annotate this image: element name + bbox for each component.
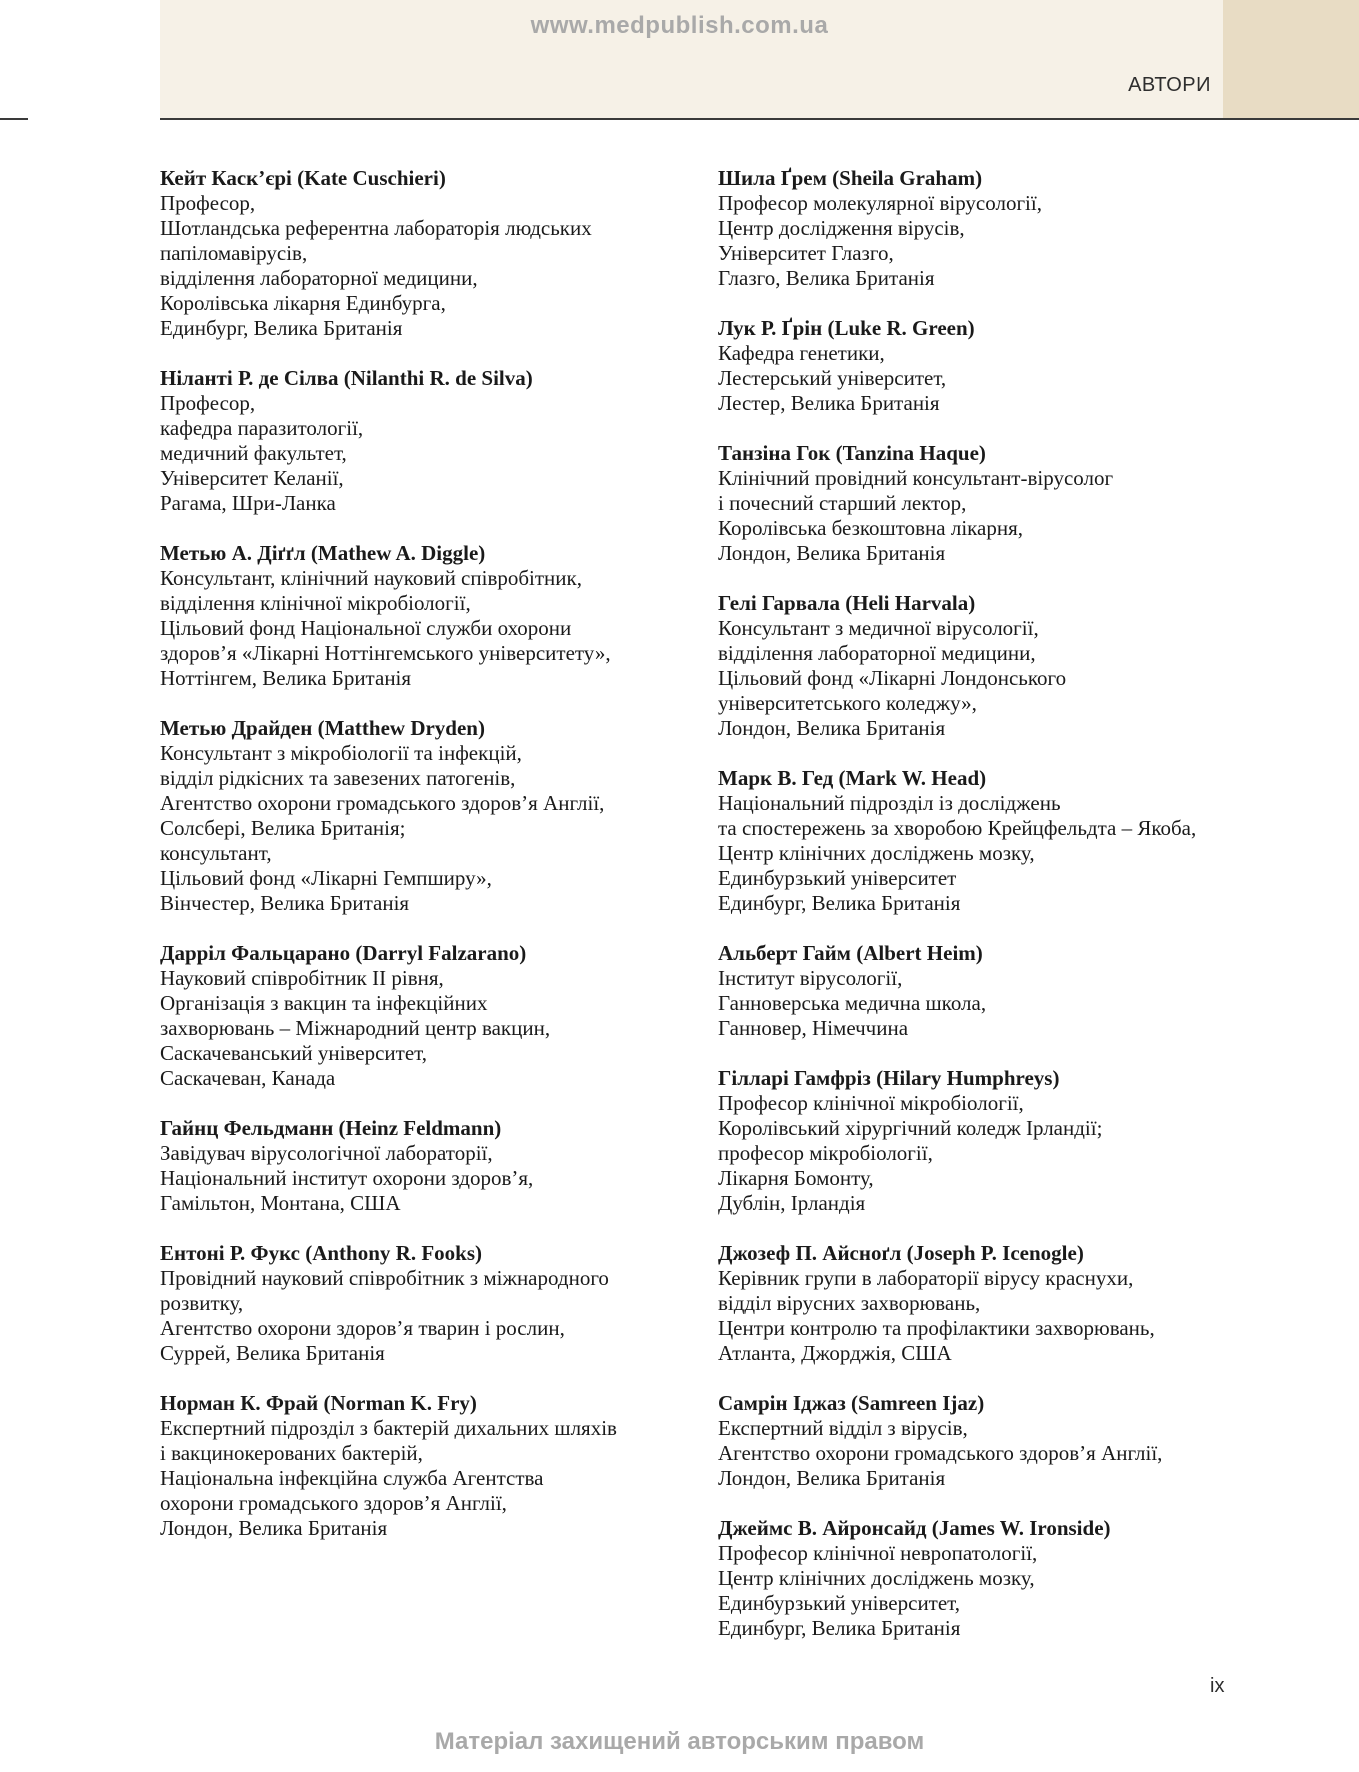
author-affiliation-line: відділення клінічної мікробіології, bbox=[160, 591, 471, 615]
author-affiliation-line: здоров’я «Лікарні Ноттінгемського університету», bbox=[160, 641, 611, 665]
author-affiliation-line: медичний факультет, bbox=[160, 441, 347, 465]
author-affiliation-line: Науковий співробітник ІІ рівня, bbox=[160, 966, 444, 990]
author-affiliation-line: Консультант з мікробіології та інфекцій, bbox=[160, 741, 522, 765]
author-affiliation-line: Рагама, Шри-Ланка bbox=[160, 491, 336, 515]
author-name: Кейт Каск’єрі (Kate Cuschieri) bbox=[160, 166, 446, 190]
author-affiliation-line: кафедра паразитології, bbox=[160, 416, 364, 440]
author-entry bbox=[160, 366, 700, 516]
author-entry bbox=[718, 1391, 1238, 1491]
author-affiliation-line: Агентство охорони громадського здоров’я Англії, bbox=[718, 1441, 1163, 1465]
author-affiliation-line: Единбург, Велика Британія bbox=[718, 891, 961, 915]
author-name: Гайнц Фельдманн (Heinz Feldmann) bbox=[160, 1116, 502, 1140]
author-entry bbox=[160, 716, 700, 916]
author-affiliation-line: Суррей, Велика Британія bbox=[160, 1341, 385, 1365]
author-entry bbox=[718, 316, 1238, 416]
author-affiliation-line: Інститут вірусології, bbox=[718, 966, 903, 990]
author-affiliation-line: Агентство охорони здоров’я тварин і рослин, bbox=[160, 1316, 565, 1340]
author-affiliation-line: Університет Келанії, bbox=[160, 466, 344, 490]
author-affiliation-line: Центр дослідження вірусів, bbox=[718, 216, 965, 240]
author-affiliation-line: Единбурзький університет bbox=[718, 866, 957, 890]
author-affiliation-line: Національний підрозділ із досліджень bbox=[718, 791, 1061, 815]
author-affiliation-line: Шотландська референтна лабораторія людських bbox=[160, 216, 592, 240]
author-name: Гелі Гарвала (Heli Harvala) bbox=[718, 591, 976, 615]
author-affiliation-line: Керівник групи в лабораторії вірусу краснухи, bbox=[718, 1266, 1134, 1290]
author-name: Танзіна Гок (Tanzina Haque) bbox=[718, 441, 986, 465]
author-affiliation-line: Лондон, Велика Британія bbox=[718, 541, 946, 565]
author-affiliation-line: Королівська безкоштовна лікарня, bbox=[718, 516, 1024, 540]
author-affiliation-line: Організація з вакцин та інфекційних bbox=[160, 991, 488, 1015]
page-number: ix bbox=[1210, 1675, 1225, 1697]
author-affiliation-line: Кафедра генетики, bbox=[718, 341, 885, 365]
author-affiliation-line: відділ вірусних захворювань, bbox=[718, 1291, 981, 1315]
author-name: Лук Р. Ґрін (Luke R. Green) bbox=[718, 316, 975, 340]
author-affiliation-line: Глазго, Велика Британія bbox=[718, 266, 935, 290]
author-affiliation-line: консультант, bbox=[160, 841, 272, 865]
author-name: Метью Драйден (Matthew Dryden) bbox=[160, 716, 485, 740]
author-entry bbox=[718, 941, 1238, 1041]
author-affiliation-line: відділення лабораторної медицини, bbox=[718, 641, 1036, 665]
author-affiliation-line: Солсбері, Велика Британія; bbox=[160, 816, 406, 840]
left-margin-rule bbox=[0, 118, 28, 120]
author-name: Норман К. Фрай (Norman K. Fry) bbox=[160, 1391, 477, 1415]
author-affiliation-line: Національна інфекційна служба Агентства bbox=[160, 1466, 544, 1490]
author-affiliation-line: Лондон, Велика Британія bbox=[718, 1466, 946, 1490]
author-affiliation-line: університетського коледжу», bbox=[718, 691, 977, 715]
author-affiliation-line: Університет Глазго, bbox=[718, 241, 894, 265]
authors-column-right bbox=[718, 166, 1238, 1666]
author-affiliation-line: Цільовий фонд «Лікарні Лондонського bbox=[718, 666, 1067, 690]
author-name: Ніланті Р. де Сілва (Nilanthi R. de Silva) bbox=[160, 366, 533, 390]
author-affiliation-line: Експертний відділ з вірусів, bbox=[718, 1416, 968, 1440]
authors-column-left bbox=[160, 166, 700, 1566]
author-entry bbox=[718, 441, 1238, 566]
author-name: Гілларі Гамфріз (Hilary Humphreys) bbox=[718, 1066, 1060, 1090]
author-entry bbox=[718, 1066, 1238, 1216]
author-affiliation-line: Цільовий фонд Національної служби охорони bbox=[160, 616, 572, 640]
author-affiliation-line: Лестер, Велика Британія bbox=[718, 391, 940, 415]
author-affiliation-line: відділення лабораторної медицини, bbox=[160, 266, 478, 290]
author-entry bbox=[160, 541, 700, 691]
author-entry bbox=[718, 591, 1238, 741]
author-affiliation-line: Королівський хірургічний коледж Ірландії; bbox=[718, 1116, 1103, 1140]
author-affiliation-line: Саскачеван, Канада bbox=[160, 1066, 336, 1090]
watermark-url: www.medpublish.com.ua bbox=[530, 12, 829, 39]
author-affiliation-line: Ганноверська медична школа, bbox=[718, 991, 987, 1015]
author-entry bbox=[160, 1116, 700, 1216]
author-affiliation-line: Національний інститут охорони здоров’я, bbox=[160, 1166, 534, 1190]
author-entry bbox=[160, 1391, 700, 1541]
author-affiliation-line: і почесний старший лектор, bbox=[718, 491, 967, 515]
author-affiliation-line: Консультант, клінічний науковий співробітник, bbox=[160, 566, 582, 590]
author-entry bbox=[718, 766, 1238, 916]
author-affiliation-line: професор мікробіології, bbox=[718, 1141, 933, 1165]
author-affiliation-line: Професор молекулярної вірусології, bbox=[718, 191, 1042, 215]
author-affiliation-line: Експертний підрозділ з бактерій дихальних шляхів bbox=[160, 1416, 617, 1440]
author-affiliation-line: Королівська лікарня Единбурга, bbox=[160, 291, 446, 315]
copyright-watermark: Матеріал захищений авторським правом bbox=[434, 1728, 925, 1755]
author-affiliation-line: Клінічний провідний консультант-вірусолог bbox=[718, 466, 1114, 490]
author-affiliation-line: розвитку, bbox=[160, 1291, 244, 1315]
author-affiliation-line: Центр клінічних досліджень мозку, bbox=[718, 841, 1035, 865]
author-entry bbox=[718, 166, 1238, 291]
header-rule bbox=[160, 118, 1359, 120]
author-affiliation-line: Единбурзький університет, bbox=[718, 1591, 961, 1615]
author-affiliation-line: папіломавірусів, bbox=[160, 241, 308, 265]
author-affiliation-line: Саскачеванський університет, bbox=[160, 1041, 428, 1065]
author-affiliation-line: Провідний науковий співробітник з міжнародного bbox=[160, 1266, 609, 1290]
author-entry bbox=[718, 1516, 1238, 1641]
author-entry bbox=[160, 166, 700, 341]
author-entry bbox=[160, 941, 700, 1091]
section-label: АВТОРИ bbox=[1128, 74, 1211, 96]
author-affiliation-line: і вакцинокерованих бактерій, bbox=[160, 1441, 423, 1465]
author-affiliation-line: захворювань – Міжнародний центр вакцин, bbox=[160, 1016, 551, 1040]
author-affiliation-line: Лондон, Велика Британія bbox=[160, 1516, 388, 1540]
author-name: Альберт Гайм (Albert Heim) bbox=[718, 941, 983, 965]
author-affiliation-line: Агентство охорони громадського здоров’я Англії, bbox=[160, 791, 605, 815]
author-name: Самрін Іджаз (Samreen Ijaz) bbox=[718, 1391, 985, 1415]
author-entry bbox=[160, 1241, 700, 1366]
author-affiliation-line: Лестерський університет, bbox=[718, 366, 947, 390]
author-affiliation-line: охорони громадського здоров’я Англії, bbox=[160, 1491, 507, 1515]
author-affiliation-line: відділ рідкісних та завезених патогенів, bbox=[160, 766, 516, 790]
author-affiliation-line: Професор клінічної невропатології, bbox=[718, 1541, 1038, 1565]
author-name: Дарріл Фальцарано (Darryl Falzarano) bbox=[160, 941, 527, 965]
author-entry bbox=[718, 1241, 1238, 1366]
author-affiliation-line: Дублін, Ірландія bbox=[718, 1191, 866, 1215]
author-affiliation-line: Атланта, Джорджія, США bbox=[718, 1341, 952, 1365]
author-name: Шила Ґрем (Sheila Graham) bbox=[718, 166, 983, 190]
author-affiliation-line: Единбург, Велика Британія bbox=[718, 1616, 961, 1640]
author-affiliation-line: Цільовий фонд «Лікарні Гемпширу», bbox=[160, 866, 492, 890]
author-name: Джозеф П. Айсноґл (Joseph P. Icenogle) bbox=[718, 1241, 1084, 1265]
author-affiliation-line: Професор, bbox=[160, 191, 256, 215]
author-name: Марк В. Гед (Mark W. Head) bbox=[718, 766, 987, 790]
author-affiliation-line: Центр клінічних досліджень мозку, bbox=[718, 1566, 1035, 1590]
author-affiliation-line: Професор клінічної мікробіології, bbox=[718, 1091, 1024, 1115]
author-name: Метью А. Діґґл (Mathew A. Diggle) bbox=[160, 541, 486, 565]
author-affiliation-line: Завідувач вірусологічної лабораторії, bbox=[160, 1141, 493, 1165]
author-affiliation-line: Ганновер, Німеччина bbox=[718, 1016, 909, 1040]
author-affiliation-line: Вінчестер, Велика Британія bbox=[160, 891, 410, 915]
author-affiliation-line: Ноттінгем, Велика Британія bbox=[160, 666, 412, 690]
author-affiliation-line: Консультант з медичної вірусології, bbox=[718, 616, 1039, 640]
author-affiliation-line: Лондон, Велика Британія bbox=[718, 716, 946, 740]
author-affiliation-line: Единбург, Велика Британія bbox=[160, 316, 403, 340]
author-affiliation-line: Гамільтон, Монтана, США bbox=[160, 1191, 401, 1215]
author-affiliation-line: Лікарня Бомонту, bbox=[718, 1166, 874, 1190]
author-name: Джеймс В. Айронсайд (James W. Ironside) bbox=[718, 1516, 1111, 1540]
author-affiliation-line: Професор, bbox=[160, 391, 256, 415]
author-name: Ентоні Р. Фукс (Anthony R. Fooks) bbox=[160, 1241, 482, 1265]
author-affiliation-line: Центри контролю та профілактики захворювань, bbox=[718, 1316, 1155, 1340]
author-affiliation-line: та спостережень за хворобою Крейцфельдта – Якоба, bbox=[718, 816, 1197, 840]
